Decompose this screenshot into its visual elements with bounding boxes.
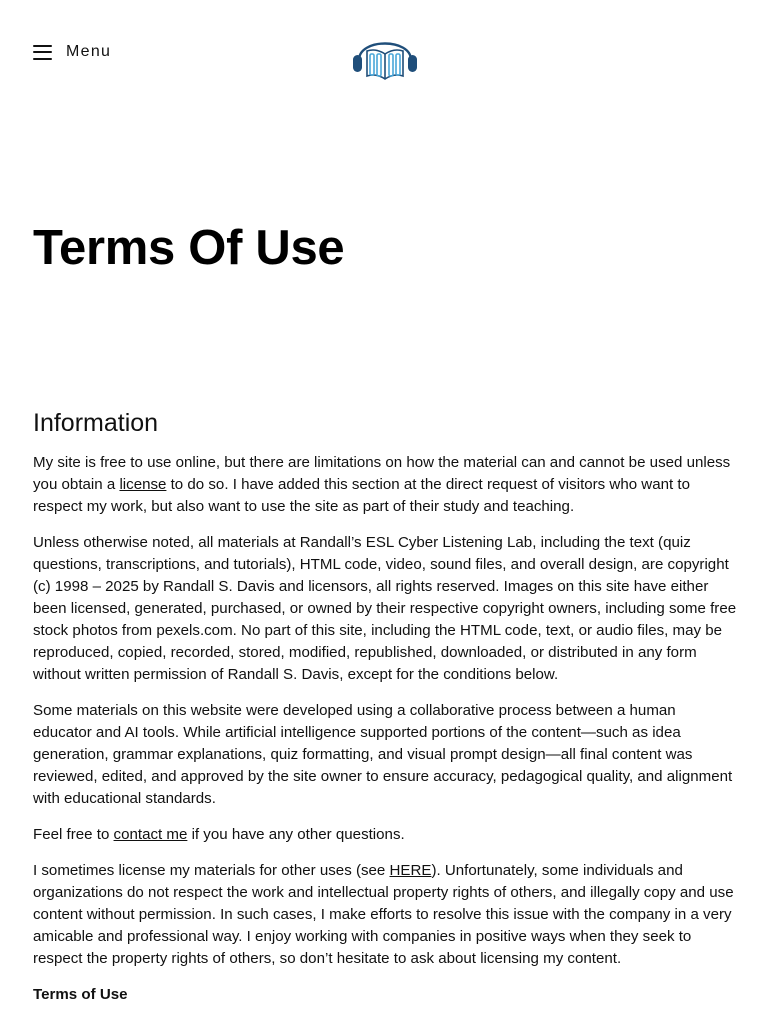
menu-label: Menu [66, 43, 112, 60]
paragraph-text: to do so. I have added this section at the direct request of visitors who want to respect my work, but also want to use the site as part of their study and teaching. [33, 476, 690, 515]
headphones-book-logo-icon [351, 26, 419, 82]
here-link[interactable]: HERE [389, 862, 432, 879]
paragraph-text: Feel free to [33, 826, 114, 843]
paragraph-text: I sometimes license my materials for other uses (see [33, 862, 390, 879]
paragraph-intro [33, 452, 737, 518]
site-logo-link[interactable] [351, 26, 419, 82]
page-title: Terms Of Use [33, 221, 345, 275]
contact-me-link[interactable]: contact me [113, 826, 188, 843]
paragraph-text: ). Unfortunately, some individuals and organizations do not respect the work and intellectual property rights of others, and illegally copy and use content without permission. In such cases, I make efforts to resolve this issue with the company in a very amicable and professional way. I enjoy working with companies in positive ways when they seek to respect the property rights of others, so don’t hesitate to ask about licensing my content. [33, 862, 734, 967]
paragraph-ai-disclosure: Some materials on this website were developed using a collaborative process between a human educator and AI tools. While artificial intelligence supported portions of the content—such as idea generation, grammar explanations, quiz formatting, and visual prompt design—all final content was reviewed, edited, and approved by the site owner to ensure accuracy, pedagogical quality, and alignment with educational standards. [33, 702, 733, 807]
paragraph-text: My site is free to use online, but there are limitations on how the material can and cannot be used unless you obtain a [33, 454, 731, 493]
paragraph-copyright: Unless otherwise noted, all materials at Randall’s ESL Cyber Listening Lab, including the text (quiz questions, transcriptions, and tutorials), HTML code, video, sound files, and overall design, are copyright (c) 1998 – 2025 by Randall S. Davis and licensors, all rights reserved. Images on this site have either been licensed, generated, purchased, or owned by their respective copyright owners, including some free stock photos from pexels.com. No part of this site, including the HTML code, text, or audio files, may be reproduced, copied, recorded, stored, modified, republished, downloaded, or distributed in any form without written permission of Randall S. Davis, except for the conditions below. [33, 534, 737, 683]
site-header [0, 0, 768, 110]
paragraph-licensing [33, 860, 737, 970]
paragraph-contact [33, 824, 737, 846]
menu-toggle-button[interactable] [33, 43, 111, 61]
hamburger-icon [33, 45, 52, 60]
paragraph-text: if you have any other questions. [187, 826, 405, 843]
terms-of-use-subheading: Terms of Use [33, 986, 128, 1003]
license-link[interactable]: license [119, 476, 167, 493]
main-content [33, 408, 737, 1006]
section-heading-information: Information [33, 409, 159, 437]
